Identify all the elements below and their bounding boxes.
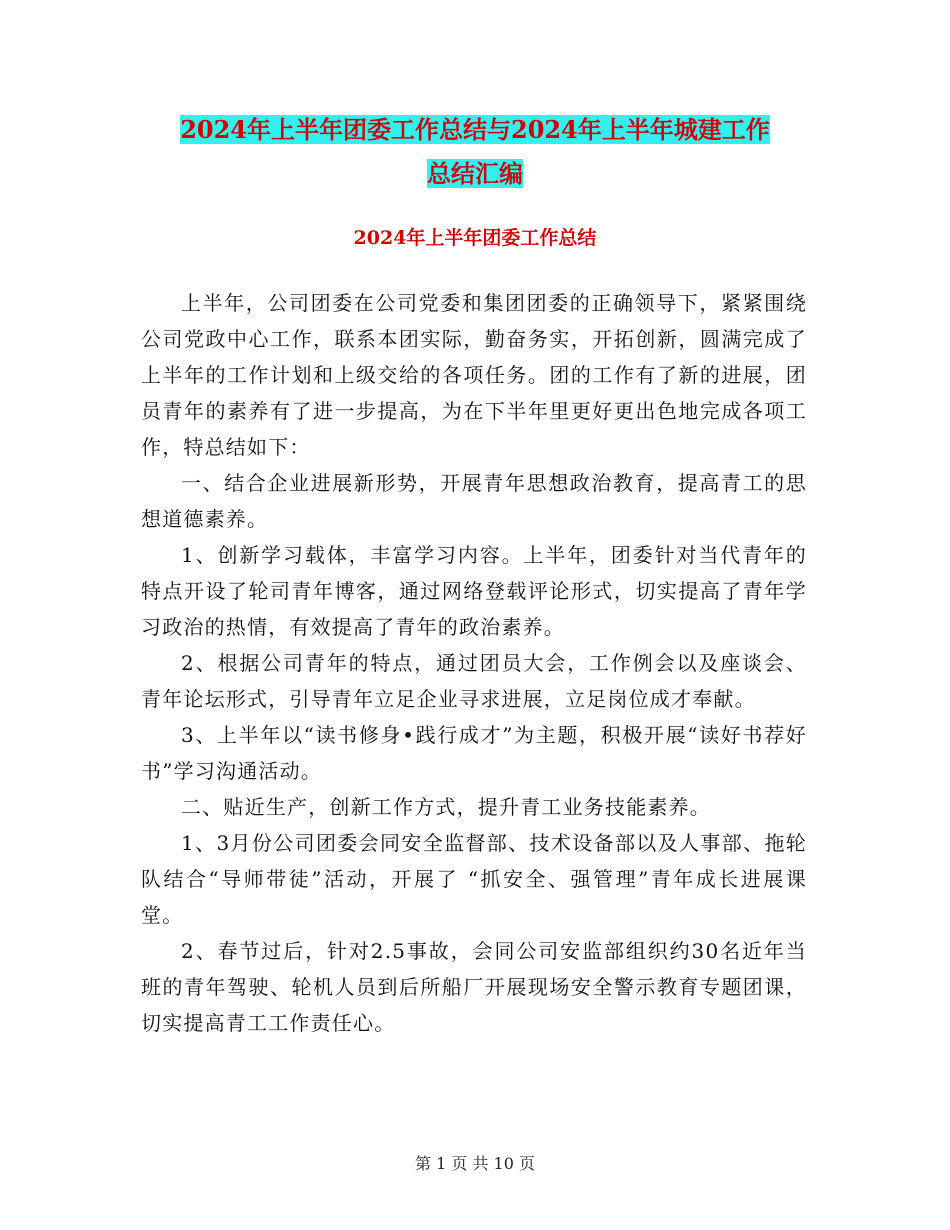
document-title-line1: 2024年上半年团委工作总结与2024年上半年城建工作 [180,115,770,144]
paragraph: 一、结合企业进展新形势，开展青年思想政治教育，提高青工的思想道德素养。 [141,471,807,531]
paragraph: 1、3月份公司团委会同安全监督部、技术设备部以及人事部、拖轮队结合“导师带徒”活动，开展了 “抓安全、强管理”青年成长进展课堂。 [141,831,807,927]
document-title [0,108,950,196]
document-body [141,285,807,1041]
paragraph: 2、根据公司青年的特点，通过团员大会，工作例会以及座谈会、青年论坛形式，引导青年立足企业寻求进展，立足岗位成才奉献。 [141,651,807,711]
document-title-line2: 总结汇编 [427,159,523,188]
paragraph: 上半年，公司团委在公司党委和集团团委的正确领导下，紧紧围绕公司党政中心工作，联系本团实际，勤奋务实，开拓创新，圆满完成了上半年的工作计划和上级交给的各项任务。团的工作有了新的进展，团员青年的素养有了进一步提高，为在下半年里更好更出色地完成各项工作，特总结如下： [141,291,807,459]
paragraph: 2、春节过后，针对2.5事故，会同公司安监部组织约30名近年当班的青年驾驶、轮机人员到后所船厂开展现场安全警示教育专题团课，切实提高青工工作责任心。 [141,939,807,1035]
page-number-footer: 第 1 页 共 10 页 [415,1154,535,1173]
paragraph: 1、创新学习载体，丰富学习内容。上半年，团委针对当代青年的特点开设了轮司青年博客，通过网络登载评论形式，切实提高了青年学习政治的热情，有效提高了青年的政治素养。 [141,543,807,639]
section-title: 2024年上半年团委工作总结 [353,227,597,249]
paragraph: 二、贴近生产，创新工作方式，提升青工业务技能素养。 [181,795,711,819]
paragraph: 3、上半年以“读书修身•践行成才”为主题，积极开展“读好书荐好书”学习沟通活动。 [141,723,807,783]
